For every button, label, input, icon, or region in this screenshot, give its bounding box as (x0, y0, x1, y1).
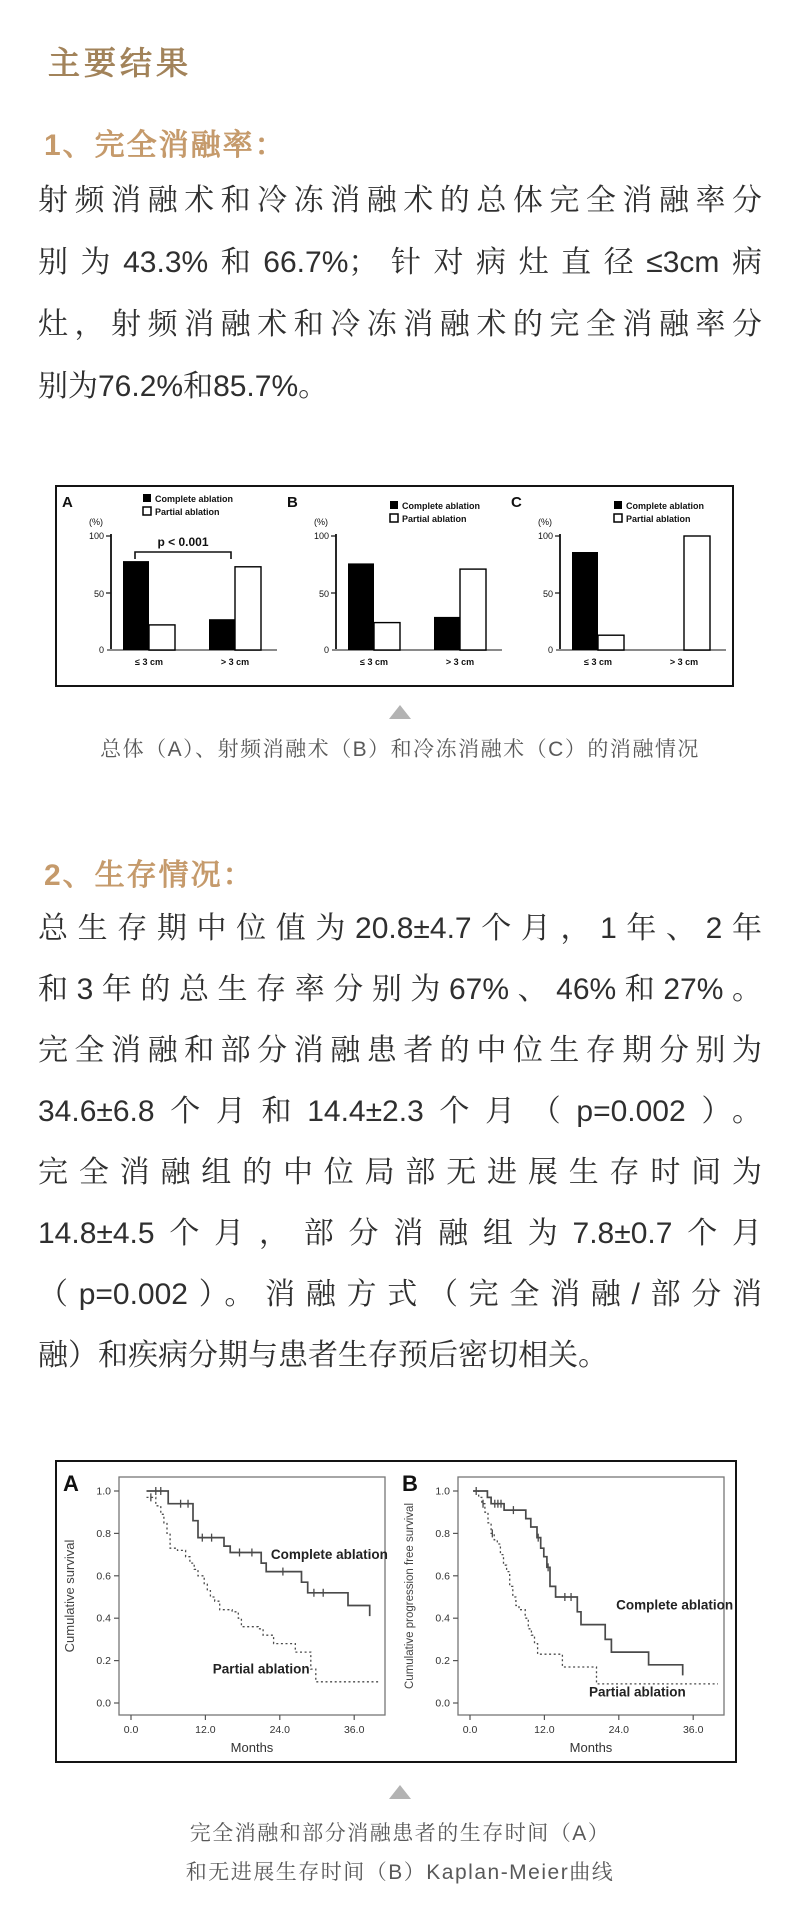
body-line: 完全消融组的中位局部无进展生存时间为 (38, 1156, 762, 1189)
section1-heading: 1、完全消融率： (44, 129, 287, 162)
svg-text:Partial ablation: Partial ablation (401, 514, 467, 524)
svg-text:Partial ablation: Partial ablation (626, 514, 691, 524)
svg-text:0.6: 0.6 (435, 1570, 450, 1583)
km-panel-A (57, 1463, 396, 1759)
body-line: 14.8±4.5个月，部分消融组为7.8±0.7个月 (38, 1217, 762, 1250)
svg-text:> 3 cm: > 3 cm (669, 657, 699, 667)
svg-text:50: 50 (93, 589, 104, 599)
svg-text:1.0: 1.0 (96, 1485, 111, 1498)
figure1-caption: 总体（A）、射频消融术（B）和冷冻消融术（C）的消融情况 (100, 738, 700, 761)
svg-text:B: B (286, 494, 298, 511)
svg-text:p < 0.001: p < 0.001 (157, 535, 209, 549)
svg-text:100: 100 (537, 531, 553, 541)
svg-text:0.2: 0.2 (96, 1655, 111, 1668)
figure2-caption (0, 1814, 800, 1892)
svg-text:0.2: 0.2 (435, 1655, 450, 1668)
collapse-triangle-icon (389, 1785, 411, 1799)
body-line: 射频消融术和冷冻消融术的总体完全消融率分 (38, 184, 762, 217)
svg-text:12.0: 12.0 (195, 1724, 216, 1736)
svg-text:≤ 3 cm: ≤ 3 cm (584, 657, 612, 667)
svg-text:0.6: 0.6 (96, 1570, 111, 1583)
body-line: 34.6±6.8个月和14.4±2.3个月（p=0.002）。 (38, 1095, 762, 1128)
section2-paragraph (38, 898, 762, 1386)
svg-text:50: 50 (318, 589, 329, 599)
body-line: 灶，射频消融术和冷冻消融术的完全消融率分 (38, 308, 762, 341)
svg-text:24.0: 24.0 (269, 1724, 291, 1736)
svg-text:100: 100 (313, 531, 329, 541)
svg-text:Partial ablation: Partial ablation (155, 507, 220, 517)
svg-text:Months: Months (569, 1740, 613, 1755)
body-line: 总生存期中位值为20.8±4.7个月，1年、2年 (38, 912, 762, 945)
svg-text:(%): (%) (313, 517, 328, 527)
section1-paragraph (38, 170, 762, 418)
svg-text:> 3 cm: > 3 cm (220, 657, 250, 667)
svg-text:36.0: 36.0 (682, 1724, 704, 1736)
svg-text:Complete ablation: Complete ablation (616, 1597, 734, 1613)
svg-text:50: 50 (542, 589, 553, 599)
figure-ablation-bar-charts (55, 485, 734, 687)
svg-text:0.8: 0.8 (435, 1527, 450, 1540)
svg-text:0.0: 0.0 (123, 1724, 139, 1736)
figure2-caption-line2: 和无进展生存时间（B）Kaplan-Meier曲线 (185, 1861, 615, 1884)
svg-text:0: 0 (98, 645, 104, 655)
page-title: 主要结果 (48, 45, 193, 81)
svg-text:Complete ablation: Complete ablation (626, 501, 705, 511)
figure2-caption-line1: 完全消融和部分消融患者的生存时间（A） (189, 1822, 611, 1845)
svg-text:Cumulative progression free su: Cumulative progression free survival (404, 1503, 416, 1689)
svg-text:100: 100 (88, 531, 104, 541)
figure-km-curves (55, 1460, 737, 1763)
svg-text:Cumulative survival: Cumulative survival (62, 1539, 77, 1653)
body-line: 别为43.3%和66.7%；针对病灶直径≤3cm病 (38, 246, 762, 279)
svg-text:0.0: 0.0 (435, 1697, 450, 1710)
body-line: 别为76.2%和85.7%。 (38, 370, 329, 403)
svg-text:B: B (402, 1471, 418, 1496)
svg-text:1.0: 1.0 (435, 1485, 450, 1498)
svg-text:A: A (63, 1471, 79, 1496)
svg-text:Months: Months (230, 1740, 274, 1755)
bar-panel-C (508, 488, 730, 684)
svg-text:0.0: 0.0 (96, 1697, 111, 1710)
body-line: 和3年的总生存率分别为67%、46%和27%。 (38, 973, 762, 1006)
svg-text:Complete ablation: Complete ablation (155, 494, 234, 504)
svg-text:≤ 3 cm: ≤ 3 cm (135, 657, 163, 667)
svg-text:36.0: 36.0 (343, 1724, 365, 1736)
bar-panel-B (284, 488, 506, 684)
svg-text:0.4: 0.4 (96, 1612, 111, 1625)
svg-text:0.0: 0.0 (462, 1724, 478, 1736)
svg-text:A: A (62, 494, 73, 511)
svg-text:> 3 cm: > 3 cm (445, 657, 474, 667)
svg-text:Partial ablation: Partial ablation (212, 1661, 310, 1677)
svg-text:Complete ablation: Complete ablation (270, 1546, 388, 1562)
km-panel-B (396, 1463, 735, 1759)
body-line: 融）和疾病分期与患者生存预后密切相关。 (38, 1339, 608, 1372)
svg-text:Complete ablation: Complete ablation (401, 501, 480, 511)
body-line: （p=0.002）。消融方式（完全消融/部分消 (38, 1278, 762, 1311)
body-line: 完全消融和部分消融患者的中位生存期分别为 (38, 1034, 762, 1067)
svg-text:0.4: 0.4 (435, 1612, 450, 1625)
svg-text:24.0: 24.0 (608, 1724, 630, 1736)
svg-text:0: 0 (323, 645, 329, 655)
section2-heading: 2、生存情况： (44, 859, 255, 892)
svg-text:0: 0 (547, 645, 553, 655)
svg-text:≤ 3 cm: ≤ 3 cm (359, 657, 388, 667)
svg-text:(%): (%) (89, 517, 103, 527)
collapse-triangle-icon (389, 705, 411, 719)
svg-text:C: C (511, 494, 522, 511)
svg-text:(%): (%) (538, 517, 552, 527)
bar-panel-A (59, 488, 281, 684)
svg-text:Partial ablation: Partial ablation (589, 1684, 686, 1700)
svg-text:12.0: 12.0 (534, 1724, 555, 1736)
svg-text:0.8: 0.8 (96, 1527, 111, 1540)
